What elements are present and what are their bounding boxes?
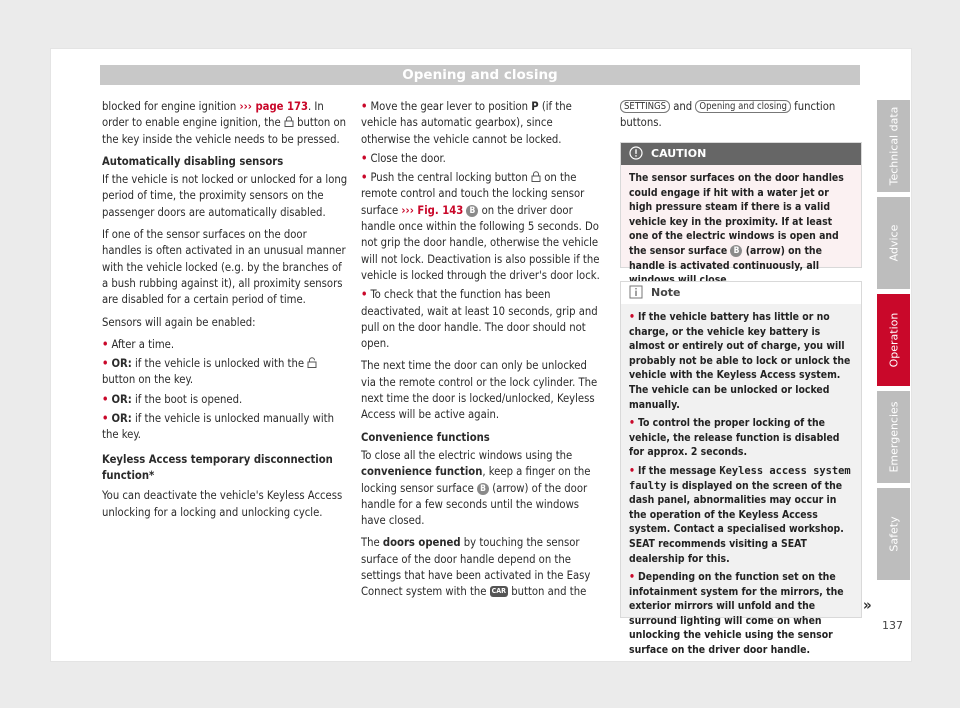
paragraph-convenience bbox=[361, 448, 601, 529]
or-label: OR: bbox=[111, 392, 132, 406]
text: To control the proper locking of the vehicle, the release function is disabled for approx. 2 seconds. bbox=[629, 417, 840, 459]
bullet-icon: • bbox=[102, 357, 109, 371]
paragraph-doors-opened bbox=[361, 535, 601, 600]
text: To close all the electric windows using the bbox=[361, 448, 573, 462]
text: blocked for engine ignition bbox=[102, 100, 240, 113]
list-item bbox=[629, 570, 853, 658]
callout-b-badge: B bbox=[477, 483, 489, 495]
bullet-icon: • bbox=[361, 288, 368, 302]
text: if the boot is opened. bbox=[131, 392, 243, 406]
column-3 bbox=[620, 99, 860, 138]
note-body bbox=[621, 304, 861, 668]
heading-auto-disable: Automatically disabling sensors bbox=[102, 154, 284, 168]
text: Depending on the function set on the infotainment system for the mirrors, the exterior mirrors will unfold and the surround lighting will come on when unlocking the vehicle using the sensor surface on the driver door handle. bbox=[629, 571, 844, 657]
note-box bbox=[620, 281, 862, 657]
list-item bbox=[102, 392, 349, 408]
text: by touching the sensor surface of the door handle depend on the settings that have been activated in the Easy Connect system with the bbox=[361, 536, 591, 599]
paragraph-temp: You can deactivate the vehicle's Keyless Access unlocking for a locking and unlocking cycle. bbox=[102, 489, 343, 519]
text: If the message bbox=[637, 464, 720, 477]
car-button-icon: CAR bbox=[491, 587, 507, 596]
tab-label: Advice bbox=[887, 224, 900, 262]
text: Push the central locking button bbox=[370, 171, 532, 185]
tab-label: Safety bbox=[887, 516, 900, 552]
bullet-icon: • bbox=[361, 171, 368, 185]
list-item bbox=[629, 310, 853, 412]
list-item bbox=[361, 151, 601, 167]
opening-closing-key-label: Opening and closing bbox=[695, 100, 791, 113]
bullet-icon: • bbox=[629, 311, 635, 323]
list-item bbox=[102, 411, 349, 444]
text: , keep a finger on the locking sensor surface bbox=[361, 465, 591, 495]
text: To check that the function has been deactivated, wait at least 10 seconds, grip and pull on the door handle. The door should not open. bbox=[361, 288, 598, 351]
display-message: Keyless access system faulty bbox=[629, 464, 851, 492]
list-item bbox=[629, 416, 853, 460]
tab-technical-data[interactable] bbox=[877, 100, 910, 192]
tab-label: Technical data bbox=[887, 106, 900, 186]
list-item bbox=[361, 99, 601, 148]
gear-position: P bbox=[531, 100, 539, 113]
figure-ref-link[interactable]: Fig. 143 bbox=[413, 203, 464, 217]
tab-safety[interactable] bbox=[877, 488, 910, 580]
text: The bbox=[361, 536, 383, 550]
paragraph-function-buttons bbox=[620, 99, 860, 132]
caution-body bbox=[621, 165, 861, 294]
note-header bbox=[621, 282, 861, 304]
heading-temp-disconnect: Keyless Access temporary disconnection function* bbox=[102, 452, 333, 482]
note-title: Note bbox=[651, 286, 681, 299]
lock-icon bbox=[531, 171, 541, 182]
list-item bbox=[102, 337, 349, 353]
text: (arrow) on the handle is activated continuously, all bbox=[629, 244, 822, 272]
paragraph-again: Sensors will again be enabled: bbox=[102, 315, 256, 329]
bullet-icon: • bbox=[629, 571, 635, 584]
text: Move the gear lever to position bbox=[370, 100, 532, 113]
list-item bbox=[361, 170, 601, 284]
text: The sensor surfaces on the door handles could engage if hit with a water jet or high pressure steam if there is a valid vehicle key in the proximity. If at least one of the electric windows is open and the sensor surface bbox=[629, 172, 844, 257]
caution-box bbox=[620, 142, 862, 272]
tab-label: Emergencies bbox=[887, 401, 900, 473]
tab-label: Operation bbox=[887, 312, 900, 368]
caution-header bbox=[621, 143, 861, 165]
bullet-icon: • bbox=[629, 417, 635, 430]
paragraph-auto: If the vehicle is not locked or unlocked for a long period of time, the proximity sensors on the passenger doors are automatically disabled. bbox=[102, 173, 348, 219]
text: After a time. bbox=[111, 337, 175, 351]
tab-advice[interactable] bbox=[877, 197, 910, 289]
callout-b-badge: B bbox=[730, 245, 742, 257]
heading-convenience: Convenience functions bbox=[361, 430, 490, 444]
info-icon bbox=[629, 285, 643, 299]
text: and bbox=[670, 100, 696, 113]
bullet-icon: • bbox=[102, 337, 109, 351]
page-number: 137 bbox=[882, 619, 903, 632]
unlock-icon bbox=[307, 357, 317, 368]
paragraph-ignition bbox=[102, 99, 349, 148]
tab-operation[interactable] bbox=[877, 294, 910, 386]
text: if the vehicle is unlocked with the bbox=[131, 357, 308, 371]
caution-title: CAUTION bbox=[651, 147, 707, 160]
text: is displayed on the screen of the dash panel, abnormalities may occur in the operation of the Keyless Access system. Contact a specialised workshop. SEAT recommends visiting a SEAT dealership for this. bbox=[629, 479, 844, 565]
bullet-icon: • bbox=[361, 151, 368, 165]
column-1 bbox=[102, 99, 349, 527]
text: If the vehicle battery has little or no charge, or the vehicle key battery is almost or entirely out of charge, you will probably not be able to lock or unlock the vehicle with the Keyless Access system. The vehicle can be unlocked or locked manually. bbox=[629, 311, 851, 411]
text: (arrow) of the door handle for a few seconds until the windows have closed. bbox=[361, 481, 588, 528]
continue-arrow-icon: » bbox=[863, 596, 872, 614]
column-2 bbox=[361, 99, 601, 607]
text: Close the door. bbox=[370, 151, 446, 165]
settings-key-label: SETTINGS bbox=[620, 100, 670, 113]
text: function buttons. bbox=[620, 100, 836, 130]
text: . In order to enable engine ignition, the bbox=[102, 100, 324, 130]
lock-icon bbox=[284, 116, 294, 127]
bullet-icon: • bbox=[629, 464, 635, 477]
text: button on the key inside the vehicle needs to be pressed. bbox=[102, 116, 347, 146]
page-header: Opening and closing bbox=[100, 65, 860, 85]
callout-b-badge: B bbox=[466, 205, 478, 217]
or-label: OR: bbox=[111, 412, 132, 426]
text: if the vehicle is unlocked manually with the key. bbox=[102, 412, 334, 442]
text: (if the vehicle has automatic gearbox), since otherwise the vehicle cannot be locked. bbox=[361, 100, 572, 146]
page-ref-link[interactable]: page 173 bbox=[251, 100, 308, 113]
text: on the remote control and touch the locking sensor surface bbox=[361, 171, 585, 217]
ref-arrow: ››› bbox=[239, 100, 252, 113]
bullet-icon: • bbox=[102, 392, 109, 406]
or-label: OR: bbox=[111, 357, 132, 371]
list-item bbox=[361, 287, 601, 352]
bullet-icon: • bbox=[102, 412, 109, 426]
list-item bbox=[629, 464, 853, 566]
tab-emergencies[interactable] bbox=[877, 391, 910, 483]
ref-arrow: ››› bbox=[401, 203, 414, 217]
paragraph-unusual: If one of the sensor surfaces on the door handles is often activated in an unusual manner with the vehicle locked (e.g. by the branches of a bush rubbing against it), all proximity sensors are disabled for a certain period of time. bbox=[102, 228, 346, 307]
text: button on the key. bbox=[102, 373, 194, 387]
warning-icon bbox=[629, 146, 643, 160]
text: button and the bbox=[508, 585, 587, 599]
list-item bbox=[102, 356, 349, 389]
paragraph-next-time: The next time the door can only be unlocked via the remote control or the lock cylinder. The next time the door is locked/unlocked, Keyless Access will be active again. bbox=[361, 359, 598, 422]
text: on the driver door handle once within the following 5 seconds. Do not grip the door handle, otherwise the vehicle will not lock. Deactivation is also possible if the vehicle is locked through the driver's door lock. bbox=[361, 203, 600, 282]
text-bold: doors opened bbox=[382, 536, 461, 550]
text-bold: convenience function bbox=[361, 465, 483, 479]
bullet-icon: • bbox=[361, 100, 368, 113]
